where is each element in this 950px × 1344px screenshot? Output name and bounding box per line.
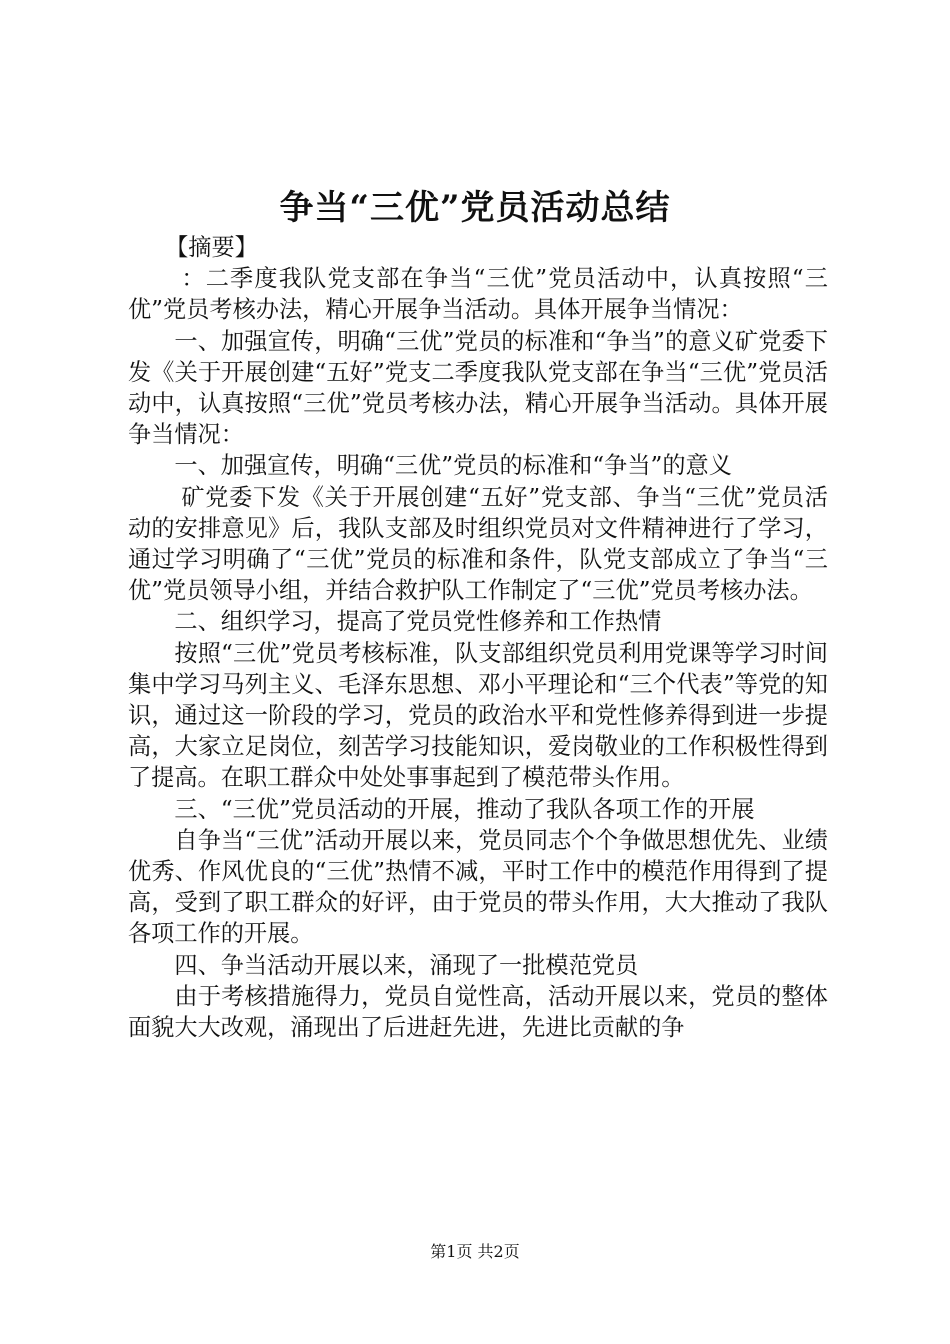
paragraph: 按照“三优”党员考核标准，队支部组织党员利用党课等学习时间集中学习马列主义、毛泽东思想、邓小平理论和“三个代表”等党的知识，通过这一阶段的学习，党员的政治水平和党性修养得到进一步提高，大家立足岗位，刻苦学习技能知识，爱岗敬业的工作积极性得到了提高。在职工群众中处处事事起到了模范带头作用。 <box>128 639 828 792</box>
section-heading: 四、争当活动开展以来，涌现了一批模范党员 <box>174 951 639 979</box>
paragraph-abstract: ：二季度我队党支部在争当“三优”党员活动中，认真按照“三优”党员考核办法，精心开展争当活动。具体开展争当情况： <box>128 265 828 324</box>
abstract-label: 【摘要】 <box>165 234 258 261</box>
paragraph: 矿党委下发《关于开展创建“五好”党支部、争当“三优”党员活动的安排意见》后，我队支部及时组织党员对文件精神进行了学习，通过学习明确了“三优”党员的标准和条件，队党支部成立了争当“三优”党员领导小组，并结合救护队工作制定了“三优”党员考核办法。 <box>128 483 828 605</box>
document-title: 争当“三优”党员活动总结 <box>279 188 671 228</box>
document-body <box>128 232 828 1043</box>
paragraph: 一、加强宣传，明确“三优”党员的标准和“争当”的意义矿党委下发《关于开展创建“五好”党支二季度我队党支部在争当“三优”党员活动中，认真按照“三优”党员考核办法，精心开展争当活动。具体开展争当情况： <box>128 327 828 449</box>
section-heading: 三、“三优”党员活动的开展，推动了我队各项工作的开展 <box>174 795 755 823</box>
section-heading: 一、加强宣传，明确“三优”党员的标准和“争当”的意义 <box>174 452 732 480</box>
page-footer: 第1页 共2页 <box>430 1242 520 1261</box>
section-heading: 二、组织学习，提高了党员党性修养和工作热情 <box>174 608 662 636</box>
paragraph: 自争当“三优”活动开展以来，党员同志个个争做思想优先、业绩优秀、作风优良的“三优”热情不减，平时工作中的模范作用得到了提高，受到了职工群众的好评，由于党员的带头作用，大大推动了我队各项工作的开展。 <box>128 826 828 948</box>
paragraph: 由于考核措施得力，党员自觉性高，活动开展以来，党员的整体面貌大大改观，涌现出了后进赶先进，先进比贡献的争 <box>128 982 828 1042</box>
